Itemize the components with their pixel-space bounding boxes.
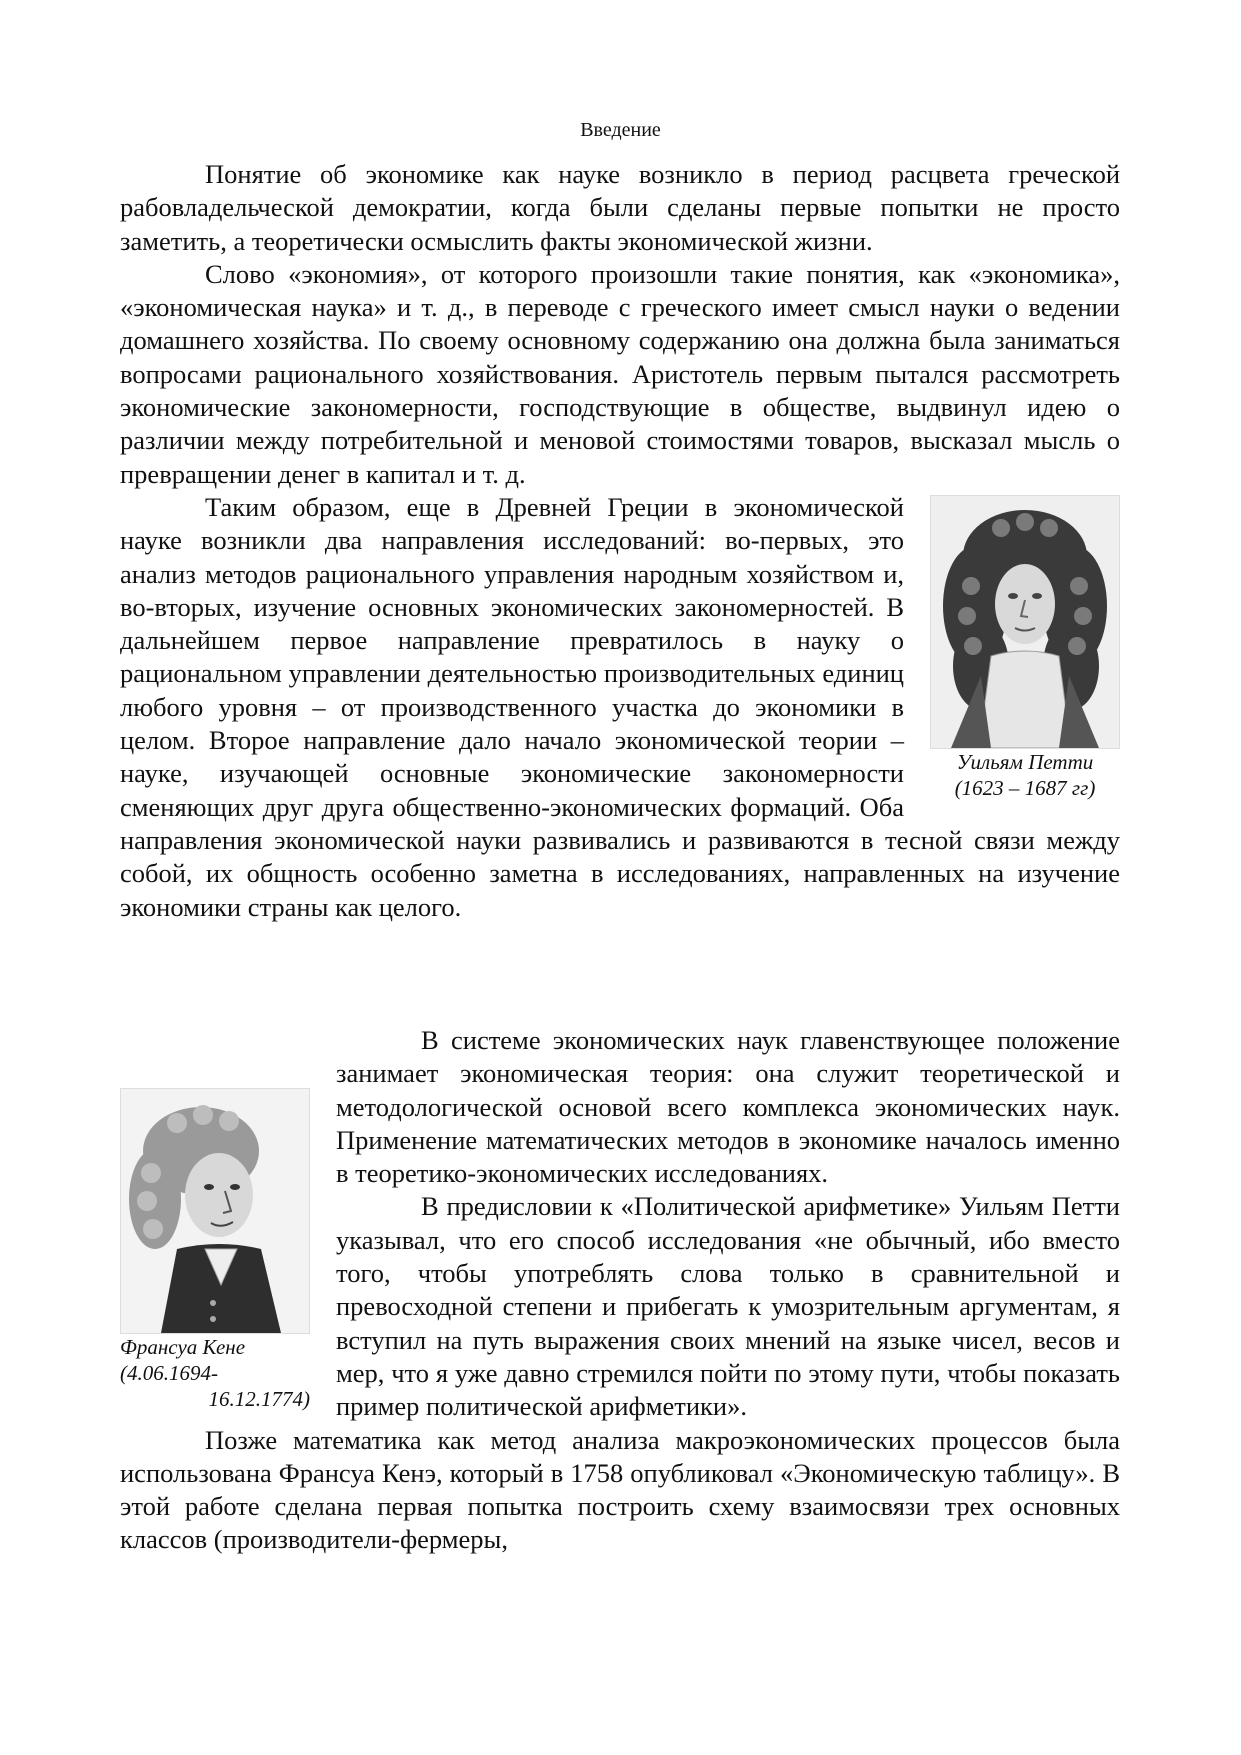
portrait-quesnay-image bbox=[120, 1088, 310, 1334]
paragraph-6: Позже математика как метод анализа макроэкономических процессов была использована Франсуа Кенэ, который в 1758 опубликовал «Экономическую таблицу». В этой работе сделана первая попытка построить схему взаимосвязи трех основных классов (производители-фермеры, bbox=[120, 1424, 1120, 1555]
body-text-upper bbox=[120, 158, 1120, 924]
paragraph-5: В предисловии к «Политической арифметике» Уильям Петти указывал, что его способ исследования «не обычный, ибо вместо того, чтобы употреблять слова только в сравнительной и превосходной степени и прибегать к умозрительным аргументам, я вступил на путь выражения своих мнений на языке чисел, весов и мер, что я уже давно стремился пойти по этому пути, чтобы показать пример политической арифметики». bbox=[336, 1191, 1120, 1422]
page-title: Введение bbox=[580, 119, 661, 141]
body-text-lower bbox=[120, 1024, 1120, 1557]
caption-petty-name: Уильям Петти bbox=[956, 749, 1094, 774]
paragraph-4: В системе экономических наук главенствующее положение занимает экономическая теория: она служит теоретической и методологической основой всего комплекса экономических наук. Применение математических методов в экономике началось именно в теоретико-экономических исследованиях. bbox=[336, 1025, 1120, 1189]
caption-quesnay-date-start: (4.06.1694- bbox=[120, 1361, 218, 1385]
paragraph-1: Понятие об экономике как науке возникло в период расцвета греческой рабовладельческой демократии, когда были сделаны первые попытки не просто заметить, а теоретически осмыслить факты экономической жизни. bbox=[120, 159, 1120, 256]
figure-quesnay bbox=[120, 1088, 310, 1412]
portrait-petty-image bbox=[930, 495, 1120, 749]
paragraph-2: Слово «экономия», от которого произошли такие понятия, как «экономика», «экономическая наука» и т. д., в переводе с греческого имеет смысл науки о ведении домашнего хозяйства. По своему основному содержанию она должна была заниматься вопросами рационального хозяйствования. Аристотель первым пытался рассмотреть экономические закономерности, господствующие в обществе, выдвинул идею о различии между потребительной и меновой стоимостями товаров, высказал мысль о превращении денег в капитал и т. д. bbox=[120, 258, 1120, 489]
paragraph-3: Таким образом, еще в Древней Греции в экономической науке возникли два направления исследований: во-первых, это анализ методов рационального управления народным хозяйством и, во-вторых, изучение основных экономических закономерностей. В дальнейшем первое направление превратилось в науку о рациональном управлении деятельностью производительных единиц любого уровня – от производственного участка до экономики в целом. Второе направление дало начало экономической теории – науке, изучающей основные экономические закономерности сменяющих друг друга общественно-экономических формаций. Оба направления экономической науки развивались и развиваются в тесной связи между собой, их общность особенно заметна в исследованиях, направленных на изучение экономики страны как целого. bbox=[120, 491, 1120, 922]
caption-quesnay bbox=[120, 1334, 310, 1412]
caption-quesnay-name: Франсуа Кене bbox=[120, 1335, 246, 1359]
caption-quesnay-date-end: 16.12.1774) bbox=[208, 1387, 310, 1411]
figure-petty bbox=[930, 495, 1120, 801]
caption-petty-years: (1623 – 1687 гг) bbox=[954, 775, 1096, 800]
